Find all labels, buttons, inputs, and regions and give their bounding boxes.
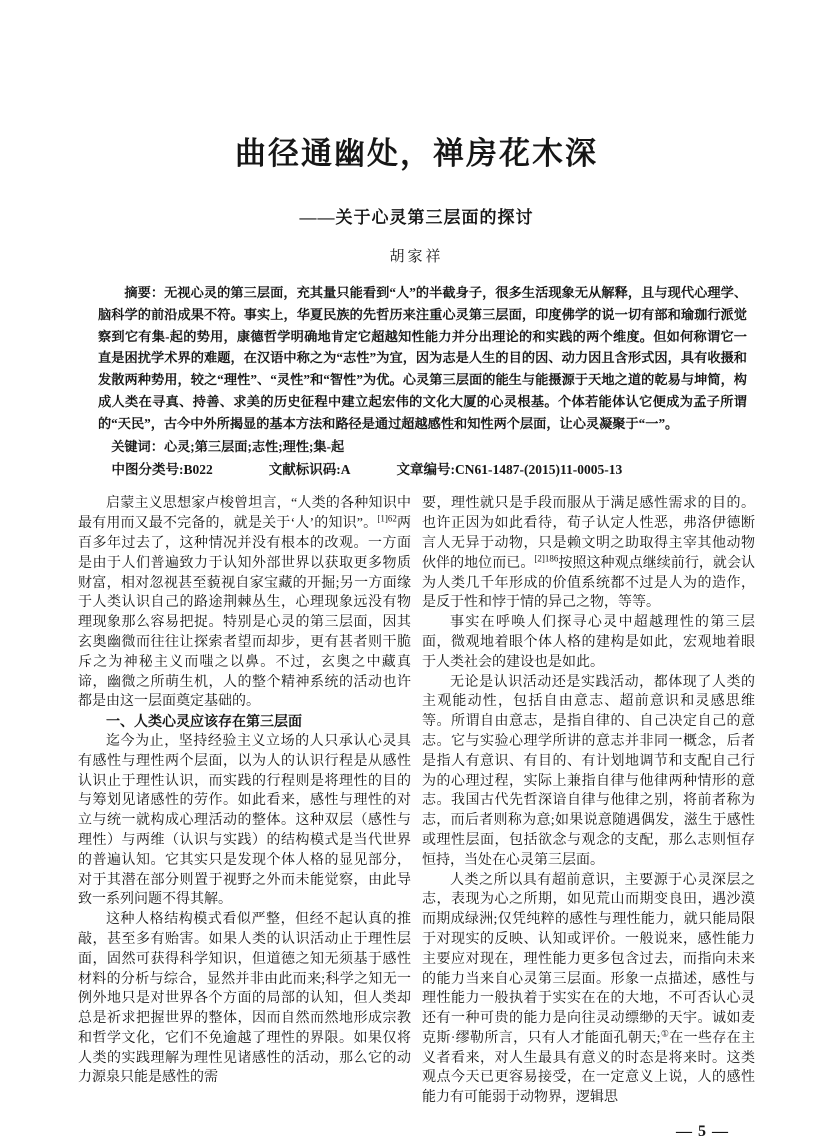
page-number: — 5 — (676, 1123, 729, 1141)
body-columns (78, 494, 755, 1142)
keywords-label: 关键词： (111, 438, 164, 454)
article-subtitle: ——关于心灵第三层面的探讨 (299, 208, 534, 227)
paragraph: 事实在呼唤人们探寻心灵中超越理性的第三层面，微观地着眼个体人格的建构是如此，宏观地着眼于人类社会的建设也是如此。 (422, 615, 755, 670)
paragraph-text: 人类之所以具有超前意识，主要源于心灵深层之志，表现为心之所期，如见荒山而期变良田，遇沙漠而期成绿洲;仅凭纯粹的感性与理性能力，就只能局限于对现实的反映、认知或评价。一般说来，感性能力主要应对现在，理性能力更多包含过去，而指向未来的能力当来自心灵第三层面。形象一点描述，感性与理性能力一般执着于实实在在的大地，不可否认心灵还有一种可贵的能力是向往灵动缥缈的天宇。诚如麦克斯·缪勒所言，只有人才能面孔朝天; (422, 872, 755, 1046)
paragraph-text: 要，理性就只是手段而服从于满足感性需求的目的。也许正因为如此看待，荀子认定人性恶，弗洛伊德断言人无异于动物，只是赖文明之助取得主宰其他动物伙伴的地位而已。 (422, 496, 755, 571)
paragraph (422, 871, 755, 1109)
paragraph (78, 494, 411, 712)
abstract-text: 无视心灵的第三层面，充其量只能看到“人”的半截身子，很多生活现象无从解释，且与现代心理学、脑科学的前沿成果不符。事实上，华夏民族的先哲历来注重心灵第三层面，印度佛学的说一切有部和瑜珈行派觉察到它有集-起的势用，康德哲学明确地肯定它超越知性能力并分出理论的和实践的两个维度。但如何称谓它一直是困扰学术界的难题，在汉语中称之为“志性”为宜，因为志是人生的目的因、动力因且含形式因，具有收摄和发散两种势用，较之“理性”、“灵性”和“智性”为优。心灵第三层面的能生与能摄源于天地之道的乾易与坤简，构成人类在寻真、持善、求美的历史征程中建立起宏伟的文化大厦的心灵根基。个体若能体认它便成为孟子所谓的“天民”，古今中外所揭显的基本方法和路径是通过超越感性和知性两个层面，让心灵凝聚于“一”。 (98, 285, 748, 431)
clc-number: 中图分类号:B022 (111, 462, 213, 478)
paragraph: 无论是认识活动还是实践活动，都体现了人类的主观能动性，包括自由意志、超前意识和灵感思维等。所谓自由意志，是指自律的、自己决定自己的意志。它与实验心理学所讲的意志并非同一概念，后者是指人有意识、有目的、有计划地调节和支配自己行为的心理过程，实际上兼指自律与他律两种情形的意志。我国古代先哲深谙自律与他律之别，将前者称为志，而后者则称为意;如果说意随遇偶发，滋生于感性或理性层面，包括欲念与观念的支配，那么志则恒存恒持，当处在心灵第三层面。 (422, 674, 755, 868)
keywords-line (98, 436, 747, 458)
keywords-text: 心灵;第三层面;志性;理性;集-起 (163, 438, 345, 454)
section-heading: 一、人类心灵应该存在第三层面 (106, 713, 302, 730)
paragraph-continuation (422, 494, 755, 613)
page-title: 曲径通幽处，禅房花木深 (235, 136, 598, 171)
classification-line (98, 459, 747, 481)
author-name: 胡家祥 (389, 249, 444, 265)
paragraph-text: 启蒙主义思想家卢梭曾坦言，“人类的各种知识中最有用而又最不完备的，就是关于‘人’的知识”。 (78, 496, 411, 532)
abstract-label: 摘要： (124, 285, 165, 300)
citation-ref: [1]62 (377, 513, 397, 524)
footnote-ref: ① (660, 1028, 670, 1039)
paragraph-text: 按照这种观点继续前行，就会认为人类几千年形成的价值系统都不过是人为的造作，是反于性和悖于情的异己之物，等等。 (422, 555, 756, 611)
left-column (78, 494, 411, 1142)
right-column (422, 494, 755, 1142)
paragraph: 这种人格结构模式看似严整，但经不起认真的推敲，甚至多有贻害。如果人类的认识活动止于理性层面，固然可获得科学知识，但道德之知无须基于感性材料的分析与综合，显然并非由此而来;科学之知无一例外地只是对世界各个方面的局部的认知，但人类却总是祈求把握世界的整体，因而自然而然地形成宗教和哲学文化，它们不免逾越了理性的界限。如果仅将人类的实践理解为理性见诸感性的活动，那么它的动力源泉只能是感性的需 (78, 912, 411, 1086)
abstract-block (98, 282, 747, 435)
paragraph-text: 两百多年过去了，这种情况并没有根本的改观。一方面是由于人们普遍致力于认知外部世界以获取更多物质财富，相对忽视甚至藐视自家宝藏的开掘;另一方面缘于人类认识自己的路途荆棘丛生，心理现象远没有物理现象那么容易把捉。特别是心灵的第三层面，因其玄奥幽微而往往让探索者望而却步，更有甚者则干脆斥之为神秘主义而嗤之以鼻。不过，玄奥之中藏真谛，幽微之所萌生机，人的整个精神系统的活动也许都是由这一层面奠定基础的。 (78, 516, 411, 710)
paragraph-text: 在一些存在主义者看来，对人生最具有意义的时态是将来时。这类观点今天已更容易接受，在一定意义上说，人的感性能力有可能弱于动物界，逻辑思 (422, 1030, 755, 1106)
paragraph: 迄今为止，坚持经验主义立场的人只承认心灵具有感性与理性两个层面，以为人的认识行程是从感性认识止于理性认识，而实践的行程则是将理性的目的与筹划见诸感性的劳作。如此看来，感性与理性的对立与统一就构成心理活动的整体。这种双层（感性与理性）与两维（认识与实践）的结构模式是当代世界的普遍认知。它其实只是发现个体人格的显见部分，对于其潜在部分则置于视野之外而未能觉察，由此导致一系列问题不得其解。 (78, 733, 411, 908)
document-code: 文献标识码:A (268, 462, 351, 478)
citation-ref: [2]186 (534, 553, 559, 564)
article-number: 文章编号:CN61-1487-(2015)11-0005-13 (396, 462, 623, 478)
